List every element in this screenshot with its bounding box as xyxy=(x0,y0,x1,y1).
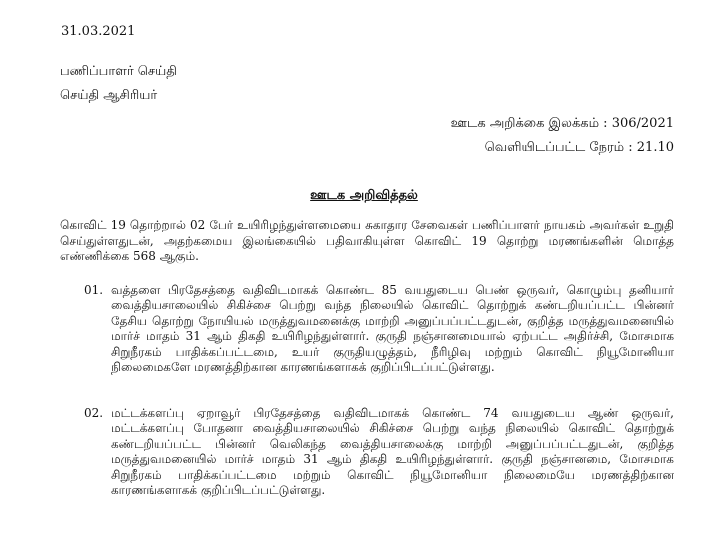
list-item-number: 02. xyxy=(84,406,104,420)
reference-label: ஊடக அறிக்கை இலக்கம் : xyxy=(450,116,608,131)
intro-paragraph: கொவிட் 19 தொற்றால் 02 பேர் உயிரிழந்துள்ளமையை சுகாதார சேவைகள் பணிப்பாளர் நாயகம் அவர்கள் உறுதி செய்துள்ளதுடன், அதற்கமைய இலங்கையில் பதிவாகியுள்ள கொவிட் 19 தொற்று மரணங்களின் மொத்த எண்ணிக்கை 568 ஆகும். xyxy=(60,218,674,264)
release-time-line xyxy=(485,140,674,156)
release-time: 21.10 xyxy=(636,140,674,155)
list-item-number: 01. xyxy=(84,283,104,297)
reference-number-line xyxy=(451,116,674,132)
document-date: 31.03.2021 xyxy=(61,24,136,39)
recipient-line-1: பணிப்பாளர் செய்தி xyxy=(60,64,177,79)
list-item-text: மட்டக்களப்பு ஏறாவூர் பிரதேசத்தை வதிவிடமாகக் கொண்ட 74 வயதுடைய ஆண் ஒருவர், மட்டக்களப்பு போதனா வைத்தியசாலையில் சிகிச்சை பெற்று வந்த நிலையில் கொவிட் தொற்றுக் கண்டறியப்பட்ட பின்னர் வெலிகந்த வைத்தியசாலைக்கு மாற்றி அனுப்பப்பட்டதுடன், குறித்த மருத்துவமனையில் மார்ச் மாதம் 31 ஆம் திகதி உயிரிழந்துள்ளார். குருதி நஞ்சானமை, மோசமாக சிறுநீரகம் பாதிக்கப்பட்டமை மற்றும் கொவிட் நியூமோனியா நிலைமையே மரணத்திற்கான காரணங்களாகக் குறிப்பிடப்பட்டுள்ளது. xyxy=(111,406,674,498)
list-item-text: வத்தளை பிரதேசத்தை வதிவிடமாகக் கொண்ட 85 வயதுடைய பெண் ஒருவர், கொழும்பு தனியார் வைத்தியசாலையில் சிகிச்சை பெற்று வந்த நிலையில் கொவிட் தொற்றுக் கண்டறியப்பட்ட பின்னர் தேசிய தொற்று நோயியல் மருத்துவமனைக்கு மாற்றி அனுப்பப்பட்டதுடன், குறித்த மருத்துவமனையில் மார்ச் மாதம் 31 ஆம் திகதி உயிரிழந்துள்ளார். குருதி நஞ்சானமையால் ஏற்பட்ட அதிர்ச்சி, மோசமாக சிறுநீரகம் பாதிக்கப்பட்டமை, உயர் குருதியழுத்தம், நீரிழிவு மற்றும் கொவிட் நியூமோனியா நிலைமைகளே மரணத்திற்கான காரணங்களாகக் குறிப்பிடப்பட்டுள்ளது. xyxy=(111,283,674,375)
document-title: ஊடக அறிவித்தல் xyxy=(310,188,418,203)
reference-number: 306/2021 xyxy=(611,116,674,131)
release-label: வெளியிடப்பட்ட நேரம் : xyxy=(484,140,633,155)
recipient-line-2: செய்தி ஆசிரியர் xyxy=(60,88,158,103)
